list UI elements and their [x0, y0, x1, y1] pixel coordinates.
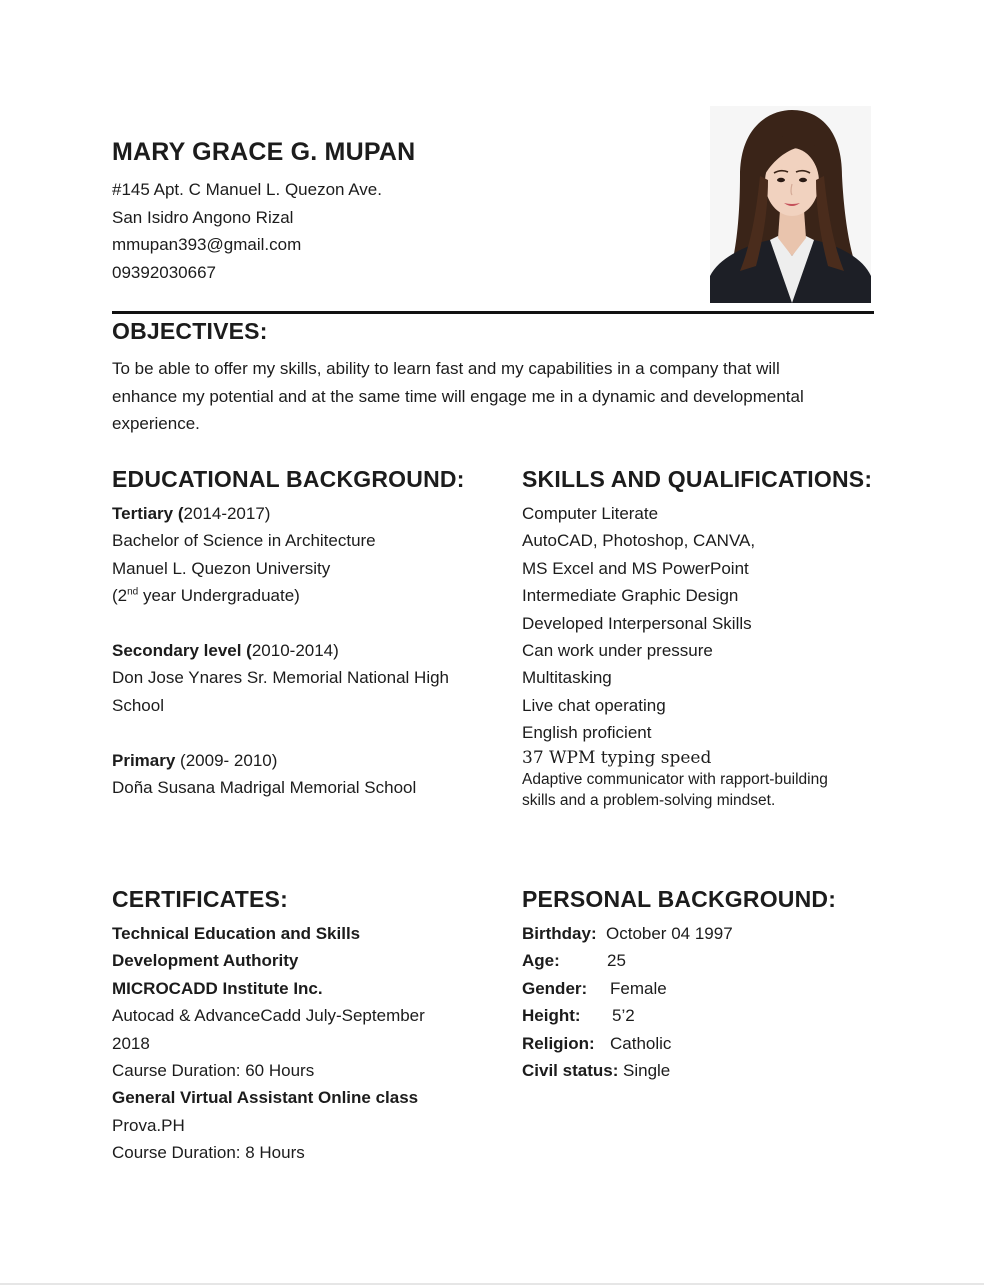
secondary-school-line-1: Don Jose Ynares Sr. Memorial National High: [112, 668, 450, 688]
tertiary-note-prefix: (2: [112, 586, 128, 606]
primary-school: Doña Susana Madrigal Memorial School: [112, 778, 417, 798]
skill-item: AutoCAD, Photoshop, CANVA,: [522, 531, 756, 551]
tertiary-note-sup: nd: [127, 586, 139, 598]
education-heading: EDUCATIONAL BACKGROUND:: [112, 466, 465, 492]
tertiary-note-suffix: year Undergraduate): [138, 586, 300, 606]
religion-label: Religion:: [522, 1033, 595, 1053]
height-value: 5’2: [612, 1006, 635, 1026]
skills-heading: SKILLS AND QUALIFICATIONS:: [522, 466, 873, 492]
email: mmupan393@gmail.com: [112, 235, 302, 254]
cert-institute-text: MICROCADD Institute Inc.: [112, 978, 323, 998]
certificates-section: [112, 920, 492, 1167]
tertiary-label: Tertiary (: [112, 504, 184, 523]
height-row: [522, 1002, 882, 1029]
tertiary-school: Manuel L. Quezon University: [112, 558, 331, 578]
tertiary-years: 2014-2017): [183, 504, 271, 523]
objectives-line: To be able to offer my skills, ability to learn fast and my capabilities in a company that will: [112, 359, 780, 378]
cert-va-class: [112, 1084, 492, 1111]
cert-course-line-2: 2018: [112, 1033, 150, 1053]
cert-duration-1: Caurse Duration: 60 Hours: [112, 1061, 315, 1081]
secondary-school-line-2: School: [112, 695, 164, 715]
cert-course-line-1: Autocad & AdvanceCadd July-September: [112, 1006, 425, 1026]
skill-item: Multitasking: [522, 668, 612, 688]
birthday-value: October 04 1997: [606, 924, 733, 943]
skills-section: [522, 500, 882, 811]
religion-row: [522, 1030, 882, 1057]
header-divider: [112, 311, 874, 314]
objectives-line: experience.: [112, 414, 200, 433]
adaptive-line-2: skills and a problem-solving mindset.: [522, 791, 776, 809]
profile-photo: [710, 106, 871, 303]
address-line-2: San Isidro Angono Rizal: [112, 207, 294, 227]
cert-institute: [112, 975, 492, 1002]
gender-value: Female: [610, 978, 667, 998]
gender-label: Gender:: [522, 978, 588, 998]
objectives-line: enhance my potential and at the same time will engage me in a dynamic and developmental: [112, 386, 804, 406]
skill-item: Intermediate Graphic Design: [522, 586, 739, 606]
tertiary-row: [112, 500, 492, 527]
objectives-heading: OBJECTIVES:: [112, 318, 268, 344]
cert-va-provider: Prova.PH: [112, 1115, 185, 1135]
applicant-name: MARY GRACE G. MUPAN: [112, 138, 416, 166]
phone-number: 09392030667: [112, 262, 217, 282]
address-line-1: #145 Apt. C Manuel L. Quezon Ave.: [112, 180, 382, 199]
typing-speed: 37 WPM typing speed: [522, 747, 712, 768]
civil-status-value: Single: [623, 1061, 671, 1081]
skill-item: Live chat operating: [522, 695, 666, 715]
secondary-years: 2010-2014): [251, 641, 339, 661]
skill-item: Can work under pressure: [522, 641, 713, 661]
cert-duration-2: Course Duration: 8 Hours: [112, 1143, 305, 1163]
age-label: Age:: [522, 951, 560, 971]
secondary-row: [112, 637, 492, 664]
tertiary-note: [112, 582, 492, 609]
primary-years: (2009- 2010): [175, 750, 278, 770]
gender-row: [522, 975, 882, 1002]
cert-va-class-text: General Virtual Assistant Online class: [112, 1088, 419, 1108]
adaptive-line-1: Adaptive communicator with rapport-building: [522, 770, 828, 788]
primary-row: [112, 747, 492, 774]
skill-item: English proficient: [522, 723, 652, 743]
objectives-text: [112, 355, 872, 438]
primary-label: Primary: [112, 750, 176, 770]
secondary-label: Secondary level (: [112, 641, 252, 661]
civil-status-label: Civil status:: [522, 1061, 619, 1081]
cert-org-line-2-text: Development Authority: [112, 951, 299, 971]
education-section: [112, 500, 492, 801]
birthday-row: [522, 920, 882, 947]
personal-section: [522, 920, 882, 1084]
age-row: [522, 947, 882, 974]
skill-item: Developed Interpersonal Skills: [522, 613, 752, 633]
tertiary-degree: Bachelor of Science in Architecture: [112, 531, 376, 551]
religion-value: Catholic: [610, 1033, 672, 1053]
cert-org-line-1-text: Technical Education and Skills: [112, 924, 361, 943]
age-value: 25: [607, 951, 626, 971]
skill-item: MS Excel and MS PowerPoint: [522, 558, 749, 578]
cert-org-line-2: [112, 947, 492, 974]
skill-item: Computer Literate: [522, 504, 659, 523]
certificates-heading: CERTIFICATES:: [112, 886, 288, 912]
civil-status-row: [522, 1057, 882, 1084]
height-label: Height:: [522, 1006, 581, 1026]
personal-heading: PERSONAL BACKGROUND:: [522, 886, 837, 912]
birthday-label: Birthday:: [522, 924, 597, 943]
contact-block: [112, 176, 382, 286]
cert-org-line-1: [112, 920, 492, 947]
